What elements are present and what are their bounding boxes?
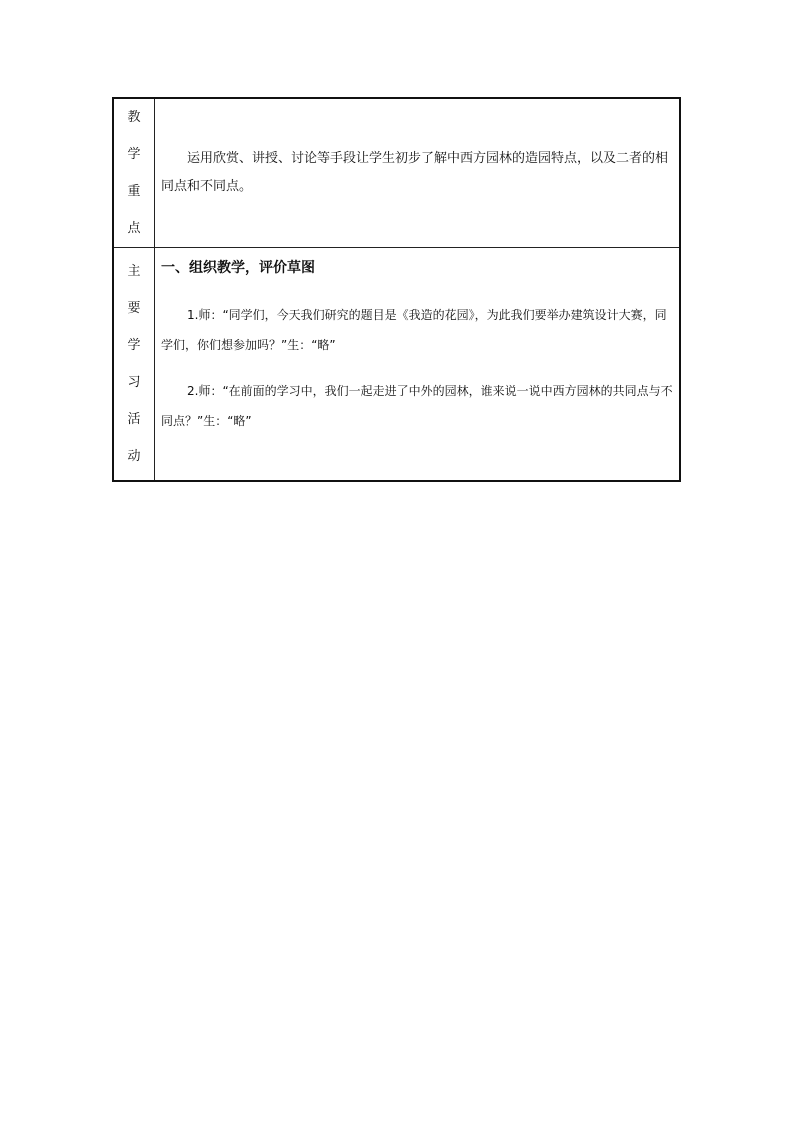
label-char: 学 <box>127 338 141 353</box>
label-char: 重 <box>127 184 141 199</box>
label-char: 主 <box>127 264 141 279</box>
learning-activity-label <box>114 253 154 475</box>
label-char: 习 <box>127 375 141 390</box>
label-char: 点 <box>127 221 141 236</box>
activity-paragraph: 1.师：“同学们，今天我们研究的题目是《我造的花园》，为此我们要举办建筑设计大赛，同学们，你们想参加吗？”生：“略” <box>161 308 667 352</box>
activity-paragraph: 2.师：“在前面的学习中，我们一起走进了中外的园林，谁来说一说中西方园林的共同点与不同点？”生：“略” <box>161 384 673 428</box>
learning-activity-label-cell <box>113 248 155 482</box>
lesson-plan-table <box>112 97 681 482</box>
label-char: 教 <box>127 110 141 125</box>
teaching-focus-text: 运用欣赏、讲授、讨论等手段让学生初步了解中西方园林的造园特点，以及二者的相同点和不同点。 <box>161 151 669 194</box>
learning-activity-row <box>113 248 680 482</box>
label-char: 学 <box>127 147 141 162</box>
section-heading: 一、组织教学，评价草图 <box>161 260 315 276</box>
teaching-focus-label-cell <box>113 98 155 248</box>
label-char: 动 <box>127 449 141 464</box>
learning-activity-content <box>155 248 681 482</box>
teaching-focus-row <box>113 98 680 248</box>
label-char: 要 <box>127 301 141 316</box>
teaching-focus-content <box>155 98 681 248</box>
label-char: 活 <box>127 412 141 427</box>
teaching-focus-label <box>114 99 154 247</box>
